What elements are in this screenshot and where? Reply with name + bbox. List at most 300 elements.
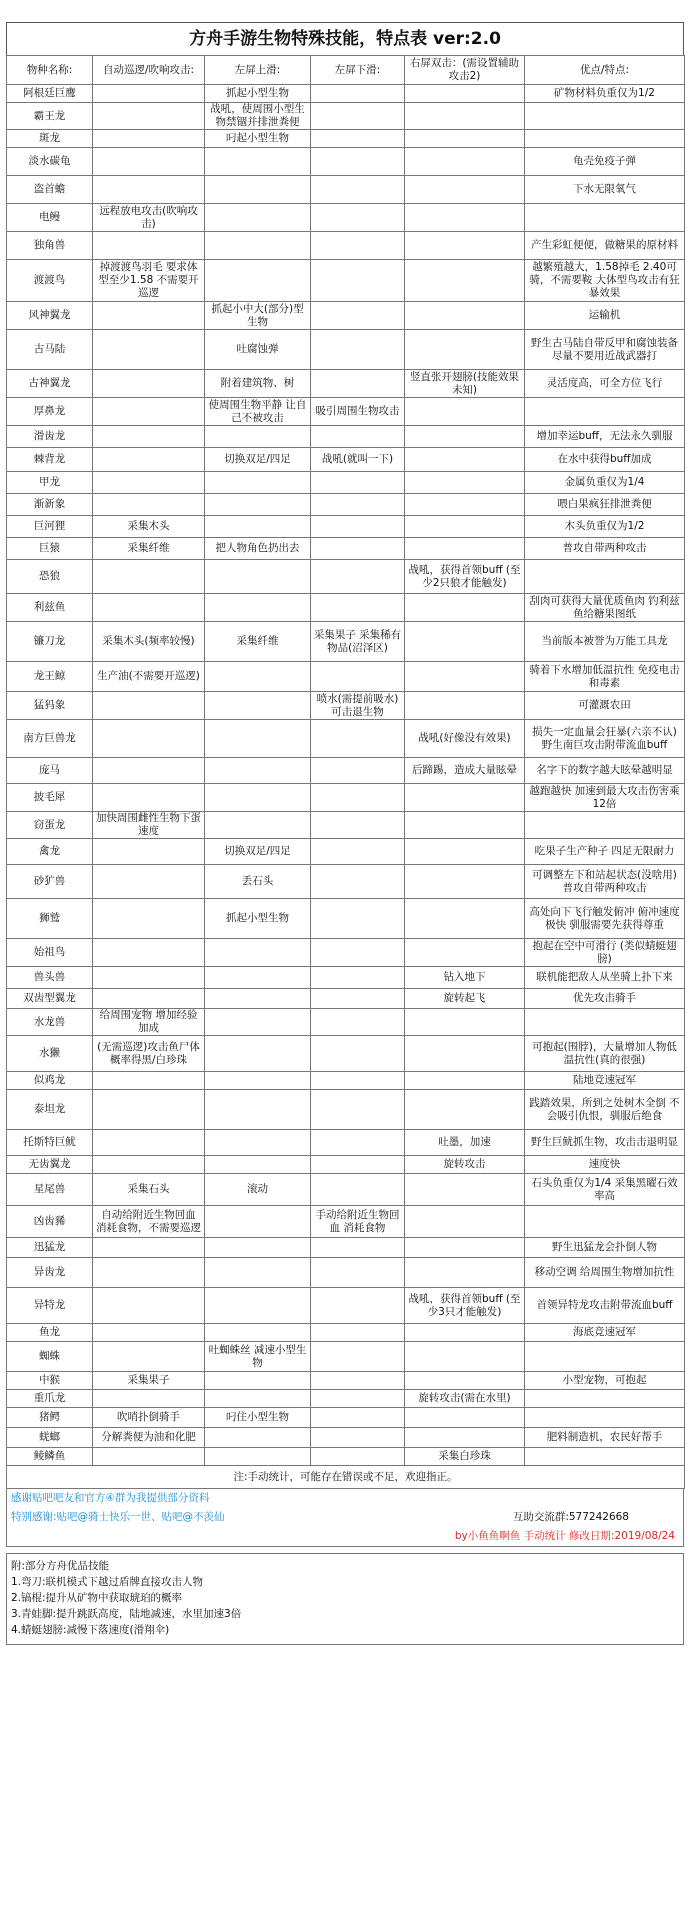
cell-swipe-down <box>311 720 405 758</box>
cell-features: 可灌溉农田 <box>525 692 685 720</box>
cell-double-tap <box>405 330 525 370</box>
cell-species: 似鸡龙 <box>7 1072 93 1090</box>
footnote-row <box>7 1466 685 1489</box>
cell-swipe-down <box>311 370 405 398</box>
cell-species: 独角兽 <box>7 232 93 260</box>
cell-species: 禽龙 <box>7 839 93 865</box>
cell-patrol <box>93 1448 205 1466</box>
cell-patrol: (无需巡逻)攻击鱼尸体 概率得黑/白珍珠 <box>93 1036 205 1072</box>
cell-swipe-up: 丢石头 <box>205 865 311 899</box>
creature-skill-table <box>6 55 685 1489</box>
cell-species: 猛犸象 <box>7 692 93 720</box>
cell-double-tap <box>405 1258 525 1288</box>
cell-swipe-down <box>311 232 405 260</box>
thanks-text-2: 特别感谢:贴吧@骑士快乐一世、贴吧@不羡仙 <box>11 1511 225 1523</box>
cell-patrol <box>93 1090 205 1130</box>
cell-double-tap <box>405 148 525 176</box>
cell-double-tap <box>405 1372 525 1390</box>
cell-species: 霸王龙 <box>7 103 93 130</box>
cell-species: 蜘蛛 <box>7 1342 93 1372</box>
table-row <box>7 622 685 662</box>
header-features: 优点/特点: <box>525 56 685 85</box>
cell-patrol: 加快周围雌性生物下蛋速度 <box>93 812 205 839</box>
cell-swipe-up <box>205 560 311 594</box>
table-row <box>7 103 685 130</box>
table-row <box>7 85 685 103</box>
table-row <box>7 865 685 899</box>
cell-swipe-down <box>311 560 405 594</box>
cell-features <box>525 398 685 426</box>
cell-species: 斑龙 <box>7 130 93 148</box>
cell-double-tap <box>405 1428 525 1448</box>
cell-species: 龙王鲸 <box>7 662 93 692</box>
cell-swipe-down <box>311 967 405 989</box>
header-swipe-down: 左屏下滑: <box>311 56 405 85</box>
cell-swipe-up: 把人物角色扔出去 <box>205 538 311 560</box>
cell-patrol <box>93 1390 205 1408</box>
cell-swipe-up <box>205 812 311 839</box>
cell-double-tap <box>405 1408 525 1428</box>
skill-table-sheet <box>6 22 684 1645</box>
cell-species: 狮鹫 <box>7 899 93 939</box>
cell-features: 野生巨鱿抓生物，攻击击退明显 <box>525 1130 685 1156</box>
cell-species: 巨河狸 <box>7 516 93 538</box>
cell-swipe-down <box>311 1174 405 1206</box>
table-row <box>7 1072 685 1090</box>
table-row <box>7 1174 685 1206</box>
table-row <box>7 232 685 260</box>
cell-double-tap: 钻入地下 <box>405 967 525 989</box>
table-row <box>7 472 685 494</box>
cell-swipe-up <box>205 784 311 812</box>
cell-features: 运输机 <box>525 302 685 330</box>
table-row <box>7 494 685 516</box>
cell-double-tap <box>405 1238 525 1258</box>
table-row <box>7 899 685 939</box>
table-row <box>7 812 685 839</box>
cell-species: 鱼龙 <box>7 1324 93 1342</box>
cell-double-tap <box>405 426 525 448</box>
table-row <box>7 560 685 594</box>
cell-features: 骑着下水增加低温抗性 免疫电击和毒素 <box>525 662 685 692</box>
cell-features: 野生古马陆自带反甲和腐蚀装备 尽量不要用近战武器打 <box>525 330 685 370</box>
table-title: 方舟手游生物特殊技能，特点表 ver:2.0 <box>6 22 684 55</box>
cell-swipe-up <box>205 1324 311 1342</box>
cell-patrol: 给周围宠物 增加经验加成 <box>93 1009 205 1036</box>
table-row <box>7 1428 685 1448</box>
cell-features <box>525 812 685 839</box>
cell-species: 迅猛龙 <box>7 1238 93 1258</box>
cell-patrol: 采集木头 <box>93 516 205 538</box>
cell-features: 损失一定血量会狂暴(六亲不认) 野生南巨攻击附带流血buff <box>525 720 685 758</box>
cell-double-tap <box>405 448 525 472</box>
table-row <box>7 692 685 720</box>
cell-patrol <box>93 560 205 594</box>
cell-swipe-up <box>205 494 311 516</box>
cell-patrol <box>93 1342 205 1372</box>
cell-features <box>525 1009 685 1036</box>
cell-double-tap <box>405 538 525 560</box>
cell-swipe-down <box>311 204 405 232</box>
cell-species: 异特龙 <box>7 1288 93 1324</box>
table-row <box>7 148 685 176</box>
cell-swipe-up <box>205 758 311 784</box>
cell-species: 窃蛋龙 <box>7 812 93 839</box>
cell-swipe-down <box>311 865 405 899</box>
cell-features: 普攻自带两种攻击 <box>525 538 685 560</box>
table-row <box>7 448 685 472</box>
cell-patrol <box>93 426 205 448</box>
cell-species: 托斯特巨鱿 <box>7 1130 93 1156</box>
cell-patrol <box>93 330 205 370</box>
cell-species: 砂犷兽 <box>7 865 93 899</box>
appendix-item: 4.蜻蜓翅膀:减慢下落速度(滑翔伞) <box>11 1624 170 1636</box>
cell-species: 渡渡鸟 <box>7 260 93 302</box>
cell-swipe-down: 手动给附近生物回血 消耗食物 <box>311 1206 405 1238</box>
cell-double-tap <box>405 1324 525 1342</box>
cell-swipe-up <box>205 204 311 232</box>
cell-patrol <box>93 692 205 720</box>
cell-swipe-up <box>205 720 311 758</box>
table-row <box>7 1156 685 1174</box>
cell-swipe-down <box>311 1130 405 1156</box>
cell-patrol <box>93 1324 205 1342</box>
cell-species: 蜣螂 <box>7 1428 93 1448</box>
cell-swipe-down <box>311 1428 405 1448</box>
cell-species: 电鳗 <box>7 204 93 232</box>
table-row <box>7 426 685 448</box>
cell-patrol <box>93 176 205 204</box>
cell-patrol: 吹哨扑倒骑手 <box>93 1408 205 1428</box>
thanks-line-2 <box>6 1508 684 1527</box>
cell-swipe-down <box>311 1009 405 1036</box>
cell-features: 金属负重仅为1/4 <box>525 472 685 494</box>
cell-swipe-down <box>311 758 405 784</box>
cell-double-tap <box>405 1009 525 1036</box>
cell-swipe-up: 吐蜘蛛丝 减速小型生物 <box>205 1342 311 1372</box>
cell-swipe-down <box>311 85 405 103</box>
cell-swipe-down <box>311 260 405 302</box>
cell-swipe-up <box>205 939 311 967</box>
cell-patrol <box>93 899 205 939</box>
cell-features: 越跑越快 加速到最大攻击伤害乘12倍 <box>525 784 685 812</box>
cell-patrol <box>93 232 205 260</box>
cell-species: 猪鳄 <box>7 1408 93 1428</box>
thanks-line-1 <box>6 1489 684 1508</box>
cell-swipe-up <box>205 516 311 538</box>
cell-double-tap <box>405 176 525 204</box>
cell-double-tap <box>405 302 525 330</box>
cell-features: 在水中获得buff加成 <box>525 448 685 472</box>
cell-swipe-up: 抓起小型生物 <box>205 899 311 939</box>
table-row <box>7 1130 685 1156</box>
cell-swipe-up <box>205 1372 311 1390</box>
cell-swipe-down <box>311 1342 405 1372</box>
cell-species: 无齿翼龙 <box>7 1156 93 1174</box>
cell-swipe-down <box>311 1372 405 1390</box>
cell-features <box>525 1342 685 1372</box>
cell-swipe-up <box>205 232 311 260</box>
table-row <box>7 939 685 967</box>
cell-patrol <box>93 967 205 989</box>
cell-swipe-up <box>205 1130 311 1156</box>
cell-species: 镰刀龙 <box>7 622 93 662</box>
cell-swipe-up: 切换双足/四足 <box>205 839 311 865</box>
cell-patrol <box>93 720 205 758</box>
table-row <box>7 1408 685 1428</box>
author-text: by小鱼鱼啊鱼 手动统计 修改日期:2019/08/24 <box>454 1530 675 1542</box>
table-row <box>7 594 685 622</box>
cell-swipe-up <box>205 1288 311 1324</box>
cell-species: 南方巨兽龙 <box>7 720 93 758</box>
author-line <box>6 1527 684 1547</box>
cell-species: 双齿型翼龙 <box>7 989 93 1009</box>
table-row <box>7 1288 685 1324</box>
cell-swipe-up <box>205 1428 311 1448</box>
cell-swipe-up: 叼住小型生物 <box>205 1408 311 1428</box>
table-row <box>7 720 685 758</box>
cell-features: 联机能把敌人从坐骑上扑下来 <box>525 967 685 989</box>
cell-swipe-up <box>205 1448 311 1466</box>
table-row <box>7 1324 685 1342</box>
cell-swipe-down <box>311 103 405 130</box>
cell-swipe-down <box>311 939 405 967</box>
table-row <box>7 370 685 398</box>
cell-features: 喂白果疯狂排泄粪便 <box>525 494 685 516</box>
footnote: 注:手动统计，可能存在错误或不足，欢迎指正。 <box>7 1466 685 1489</box>
cell-double-tap: 旋转攻击 <box>405 1156 525 1174</box>
cell-double-tap <box>405 130 525 148</box>
cell-species: 凶齿豨 <box>7 1206 93 1238</box>
cell-swipe-down <box>311 516 405 538</box>
cell-swipe-up <box>205 260 311 302</box>
cell-features <box>525 103 685 130</box>
cell-features: 增加幸运buff，无法永久驯服 <box>525 426 685 448</box>
cell-species: 恐狼 <box>7 560 93 594</box>
cell-swipe-up: 切换双足/四足 <box>205 448 311 472</box>
cell-swipe-down <box>311 472 405 494</box>
cell-species: 异齿龙 <box>7 1258 93 1288</box>
cell-swipe-up <box>205 662 311 692</box>
cell-features: 移动空调 给周围生物增加抗性 <box>525 1258 685 1288</box>
cell-features: 肥料制造机，农民好帮手 <box>525 1428 685 1448</box>
cell-swipe-down <box>311 1072 405 1090</box>
cell-species: 鲮鳞鱼 <box>7 1448 93 1466</box>
cell-features <box>525 560 685 594</box>
cell-features: 吃果子生产种子 四足无限耐力 <box>525 839 685 865</box>
cell-features <box>525 130 685 148</box>
appendix-item: 3.青蛙脚:提升跳跃高度，陆地减速，水里加速3倍 <box>11 1608 242 1620</box>
table-row <box>7 176 685 204</box>
cell-swipe-down <box>311 839 405 865</box>
cell-double-tap: 战吼，获得首领buff (至少2只狼才能触发) <box>405 560 525 594</box>
cell-swipe-down <box>311 812 405 839</box>
cell-swipe-down <box>311 494 405 516</box>
cell-patrol: 掉渡渡鸟羽毛 要求体型至少1.58 不需要开巡逻 <box>93 260 205 302</box>
appendix-box <box>6 1553 684 1645</box>
cell-swipe-down: 采集果子 采集稀有物品(沼泽区) <box>311 622 405 662</box>
cell-patrol <box>93 989 205 1009</box>
cell-species: 庞马 <box>7 758 93 784</box>
cell-patrol <box>93 302 205 330</box>
cell-double-tap: 战吼(好像没有效果) <box>405 720 525 758</box>
cell-swipe-up <box>205 989 311 1009</box>
cell-swipe-down <box>311 1238 405 1258</box>
cell-swipe-up <box>205 472 311 494</box>
cell-patrol <box>93 1288 205 1324</box>
cell-double-tap <box>405 472 525 494</box>
cell-features: 矿物材料负重仅为1/2 <box>525 85 685 103</box>
table-row <box>7 516 685 538</box>
cell-swipe-down <box>311 1036 405 1072</box>
cell-patrol <box>93 494 205 516</box>
cell-swipe-down <box>311 662 405 692</box>
cell-features: 抱起在空中可滑行 (类似蜻蜓翅膀) <box>525 939 685 967</box>
cell-features: 下水无限氧气 <box>525 176 685 204</box>
group-number: 互助交流群:577242668 <box>512 1511 629 1523</box>
cell-double-tap: 战吼，获得首领buff (至少3只才能触发) <box>405 1288 525 1324</box>
cell-double-tap: 采集白珍珠 <box>405 1448 525 1466</box>
cell-features <box>525 1448 685 1466</box>
cell-swipe-up <box>205 1258 311 1288</box>
appendix-title: 附:部分方舟优品技能 <box>11 1560 110 1572</box>
cell-swipe-up <box>205 148 311 176</box>
cell-swipe-down <box>311 899 405 939</box>
table-row <box>7 538 685 560</box>
table-row <box>7 1342 685 1372</box>
cell-features: 小型宠物，可抱起 <box>525 1372 685 1390</box>
cell-patrol <box>93 784 205 812</box>
table-row <box>7 1390 685 1408</box>
cell-swipe-down <box>311 1156 405 1174</box>
cell-swipe-down <box>311 1408 405 1428</box>
cell-double-tap <box>405 103 525 130</box>
cell-features: 可调整左下和站起状态(没啥用) 普攻自带两种攻击 <box>525 865 685 899</box>
cell-double-tap: 旋转起飞 <box>405 989 525 1009</box>
cell-swipe-up <box>205 967 311 989</box>
appendix-item: 2.镐棍:提升从矿物中获取琥珀的概率 <box>11 1592 183 1604</box>
cell-swipe-up: 采集纤维 <box>205 622 311 662</box>
cell-patrol <box>93 865 205 899</box>
cell-swipe-up: 叼起小型生物 <box>205 130 311 148</box>
cell-swipe-up <box>205 1009 311 1036</box>
cell-swipe-up <box>205 1072 311 1090</box>
cell-double-tap: 后蹄踢，造成大量眩晕 <box>405 758 525 784</box>
cell-species: 兽头兽 <box>7 967 93 989</box>
cell-features: 践踏效果，所到之处树木全倒 不会吸引仇恨，驯服后绝食 <box>525 1090 685 1130</box>
table-row <box>7 784 685 812</box>
table-row <box>7 989 685 1009</box>
cell-double-tap <box>405 494 525 516</box>
cell-species: 巨猿 <box>7 538 93 560</box>
cell-species: 风神翼龙 <box>7 302 93 330</box>
cell-double-tap <box>405 1206 525 1238</box>
cell-swipe-down: 喷水(需提前吸水) 可击退生物 <box>311 692 405 720</box>
cell-swipe-down <box>311 176 405 204</box>
cell-swipe-down: 战吼(就叫一下) <box>311 448 405 472</box>
cell-patrol <box>93 1130 205 1156</box>
cell-double-tap <box>405 839 525 865</box>
cell-species: 盗首蟾 <box>7 176 93 204</box>
cell-swipe-up <box>205 1238 311 1258</box>
cell-swipe-down <box>311 1288 405 1324</box>
cell-patrol: 采集果子 <box>93 1372 205 1390</box>
cell-swipe-up <box>205 426 311 448</box>
cell-double-tap <box>405 85 525 103</box>
cell-patrol: 采集木头(频率较慢) <box>93 622 205 662</box>
cell-patrol <box>93 1258 205 1288</box>
cell-double-tap <box>405 1090 525 1130</box>
cell-swipe-up: 战吼，使周围小型生物禁锢并排泄粪便 <box>205 103 311 130</box>
cell-double-tap <box>405 1072 525 1090</box>
cell-features: 产生彩虹便便，做糖果的原材料 <box>525 232 685 260</box>
cell-swipe-up <box>205 1156 311 1174</box>
cell-species: 古神翼龙 <box>7 370 93 398</box>
cell-features <box>525 1206 685 1238</box>
cell-swipe-up <box>205 1090 311 1130</box>
cell-patrol <box>93 398 205 426</box>
cell-species: 重爪龙 <box>7 1390 93 1408</box>
cell-species: 水龙兽 <box>7 1009 93 1036</box>
cell-species: 渐新象 <box>7 494 93 516</box>
table-row <box>7 1238 685 1258</box>
cell-features <box>525 204 685 232</box>
cell-swipe-up <box>205 1206 311 1238</box>
cell-species: 泰坦龙 <box>7 1090 93 1130</box>
header-double-tap: 右屏双击：(需设置辅助攻击2) <box>405 56 525 85</box>
cell-swipe-down <box>311 594 405 622</box>
cell-features: 灵活度高，可全方位飞行 <box>525 370 685 398</box>
cell-swipe-down <box>311 426 405 448</box>
cell-features: 当前版本被誉为万能工具龙 <box>525 622 685 662</box>
cell-swipe-up <box>205 1036 311 1072</box>
cell-double-tap <box>405 812 525 839</box>
cell-swipe-up: 抓起小型生物 <box>205 85 311 103</box>
appendix-item: 1.弯刀:联机模式下越过盾牌直接攻击人物 <box>11 1576 204 1588</box>
cell-patrol: 采集纤维 <box>93 538 205 560</box>
cell-features: 首领异特龙攻击附带流血buff <box>525 1288 685 1324</box>
cell-species: 水獭 <box>7 1036 93 1072</box>
cell-patrol: 采集石头 <box>93 1174 205 1206</box>
header-patrol: 自动巡逻/吹响攻击: <box>93 56 205 85</box>
cell-double-tap <box>405 232 525 260</box>
cell-patrol: 自动给附近生物回血 消耗食物，不需要巡逻 <box>93 1206 205 1238</box>
cell-double-tap <box>405 662 525 692</box>
cell-swipe-up <box>205 176 311 204</box>
cell-double-tap <box>405 204 525 232</box>
cell-swipe-down <box>311 538 405 560</box>
cell-swipe-down <box>311 330 405 370</box>
cell-swipe-down <box>311 1090 405 1130</box>
cell-features: 速度快 <box>525 1156 685 1174</box>
cell-double-tap <box>405 899 525 939</box>
cell-patrol <box>93 758 205 784</box>
table-row <box>7 302 685 330</box>
cell-patrol <box>93 1156 205 1174</box>
cell-swipe-down <box>311 1448 405 1466</box>
cell-species: 甲龙 <box>7 472 93 494</box>
cell-swipe-down <box>311 784 405 812</box>
cell-swipe-up <box>205 1390 311 1408</box>
cell-features: 刮肉可获得大量优质鱼肉 钓利兹鱼给糖果图纸 <box>525 594 685 622</box>
cell-species: 星尾兽 <box>7 1174 93 1206</box>
cell-swipe-up: 使周围生物平静 让自己不被攻击 <box>205 398 311 426</box>
table-row <box>7 839 685 865</box>
cell-patrol <box>93 85 205 103</box>
cell-swipe-down: 吸引周围生物攻击 <box>311 398 405 426</box>
cell-swipe-up: 附着建筑物、树 <box>205 370 311 398</box>
cell-features: 优先攻击骑手 <box>525 989 685 1009</box>
